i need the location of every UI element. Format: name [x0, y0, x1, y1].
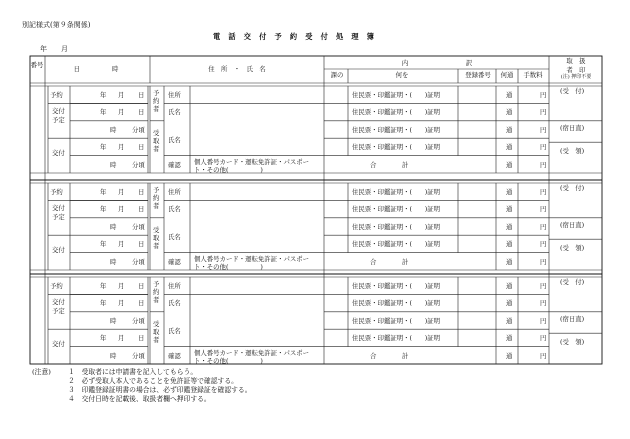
- id-docs-text: 個人番号カード・運転免許証・パスポート・その他( ): [194, 254, 310, 271]
- stamp-received: (受 領): [560, 147, 585, 156]
- scheduled-issue-label: 交付予定: [52, 107, 65, 125]
- name-label: 氏名: [168, 232, 181, 241]
- note-item: ４ 交付日時を記載後、取扱者欄へ押印する。: [68, 395, 211, 403]
- month-label: 月: [118, 282, 125, 290]
- yen-unit: 円: [540, 316, 547, 325]
- certificate-item: 住民票・印鑑証明・( )証明: [352, 205, 441, 214]
- receiver-label: 受取者: [153, 225, 160, 250]
- reservation-label: 予約: [50, 188, 63, 196]
- year-label: 年: [100, 299, 107, 308]
- day-label: 日: [138, 205, 145, 214]
- hour-label: 時: [110, 316, 117, 325]
- name-label: 氏名: [168, 299, 181, 308]
- month-label: 月: [118, 188, 125, 196]
- stamp-reception: (受 付): [560, 184, 585, 192]
- copies-unit: 通: [506, 108, 513, 117]
- day-label: 日: [138, 143, 145, 152]
- reservation-label: 予約: [50, 282, 63, 290]
- yen-unit: 円: [540, 351, 547, 360]
- year-month: 年 月: [40, 45, 68, 53]
- year-label: 年: [100, 240, 107, 249]
- yen-unit: 円: [540, 334, 547, 343]
- note-item: １ 受取者には申請書を記入してもらう。: [68, 368, 198, 376]
- stamp-received: (受 領): [560, 244, 585, 253]
- col-copies: 何通: [500, 71, 514, 79]
- month-label: 月: [118, 143, 125, 152]
- year-label: 年: [100, 91, 107, 99]
- yen-unit: 円: [540, 205, 547, 214]
- issue-label: 交付: [52, 340, 65, 349]
- certificate-item: 住民票・印鑑証明・( )証明: [352, 188, 441, 196]
- col-what: 何を: [395, 71, 409, 79]
- day-label: 日: [138, 240, 145, 249]
- copies-unit: 通: [506, 351, 513, 360]
- year-label: 年: [100, 108, 107, 117]
- day-label: 日: [138, 282, 145, 290]
- address-label: 住所: [168, 188, 181, 196]
- yen-unit: 円: [540, 282, 547, 290]
- certificate-item: 住民票・印鑑証明・( )証明: [352, 91, 441, 99]
- copies-unit: 通: [506, 282, 513, 290]
- minute-label: 分頃: [132, 222, 145, 231]
- certificate-item: 住民票・印鑑証明・( )証明: [352, 316, 441, 325]
- copies-unit: 通: [506, 125, 513, 134]
- col-handler-1: 取 扱: [566, 57, 586, 65]
- reserver-label: 予約者: [153, 280, 160, 304]
- day-label: 日: [138, 188, 145, 196]
- stamp-night-duty: (宿日直): [560, 314, 585, 323]
- receiver-label: 受取者: [153, 128, 160, 153]
- stamp-night-duty: (宿日直): [560, 123, 585, 132]
- copies-unit: 通: [506, 188, 513, 196]
- reserver-label: 予約者: [153, 186, 160, 210]
- year-label: 年: [100, 188, 107, 196]
- day-label: 日: [138, 91, 145, 99]
- col-breakdown: 内 訳: [401, 59, 473, 67]
- certificate-item: 住民票・印鑑証明・( )証明: [352, 240, 441, 249]
- month-label: 月: [118, 299, 125, 308]
- day-label: 日: [138, 334, 145, 343]
- copies-unit: 通: [506, 222, 513, 231]
- id-docs-text: 個人番号カード・運転免許証・パスポート・その他( ): [194, 348, 310, 365]
- copies-unit: 通: [506, 205, 513, 214]
- reserver-label: 予約者: [153, 89, 160, 113]
- copies-unit: 通: [506, 240, 513, 249]
- total-label: 合 計: [370, 160, 409, 169]
- hour-label: 時: [110, 257, 117, 266]
- certificate-item: 住民票・印鑑証明・( )証明: [352, 334, 441, 343]
- confirm-label: 確認: [168, 160, 181, 169]
- yen-unit: 円: [540, 188, 547, 196]
- yen-unit: 円: [540, 222, 547, 231]
- col-number: 番号: [30, 61, 44, 69]
- copies-unit: 通: [506, 316, 513, 325]
- certificate-item: 住民票・印鑑証明・( )証明: [352, 125, 441, 134]
- receiver-label: 受取者: [153, 319, 160, 344]
- hour-label: 時: [110, 125, 117, 134]
- yen-unit: 円: [540, 240, 547, 249]
- scheduled-issue-label: 交付予定: [52, 204, 65, 222]
- month-label: 月: [118, 205, 125, 214]
- col-handler-note: (注) 押印不要: [560, 74, 592, 80]
- confirm-label: 確認: [168, 257, 181, 266]
- yen-unit: 円: [540, 91, 547, 99]
- copies-unit: 通: [506, 143, 513, 152]
- yen-unit: 円: [540, 257, 547, 266]
- name-label: 氏名: [168, 326, 181, 335]
- year-label: 年: [100, 334, 107, 343]
- stamp-night-duty: (宿日直): [560, 220, 585, 229]
- note-item: ３ 印鑑登録証明書の場合は、必ず印鑑登録証を確認する。: [68, 386, 252, 394]
- month-label: 月: [118, 91, 125, 99]
- note-item: ２ 必ず受取人本人であることを免許証等で確認する。: [68, 377, 238, 385]
- hour-label: 時: [110, 160, 117, 169]
- copies-unit: 通: [506, 299, 513, 308]
- certificate-item: 住民票・印鑑証明・( )証明: [352, 282, 441, 290]
- col-handler-2: 者 印: [566, 66, 586, 74]
- stamp-reception: (受 付): [560, 87, 585, 95]
- form-title: 電 話 交 付 予 約 受 付 処 理 簿: [213, 32, 375, 41]
- copies-unit: 通: [506, 91, 513, 99]
- col-reg-no: 登録番号: [465, 71, 491, 79]
- minute-label: 分頃: [132, 316, 145, 325]
- scheduled-issue-label: 交付予定: [52, 298, 65, 316]
- form-label: 別記様式(第９条関係): [22, 21, 91, 29]
- stamp-received: (受 領): [560, 338, 585, 347]
- hour-label: 時: [110, 351, 117, 360]
- reservation-label: 予約: [50, 91, 63, 99]
- issue-label: 交付: [52, 149, 65, 158]
- yen-unit: 円: [540, 160, 547, 169]
- certificate-item: 住民票・印鑑証明・( )証明: [352, 108, 441, 117]
- month-label: 月: [118, 334, 125, 343]
- hour-label: 時: [110, 222, 117, 231]
- col-datetime: 日 時: [73, 65, 119, 73]
- name-label: 氏名: [168, 205, 181, 214]
- minute-label: 分頃: [132, 160, 145, 169]
- year-label: 年: [100, 205, 107, 214]
- day-label: 日: [138, 108, 145, 117]
- total-label: 合 計: [370, 351, 409, 360]
- year-label: 年: [100, 143, 107, 152]
- month-label: 月: [118, 240, 125, 249]
- copies-unit: 通: [506, 334, 513, 343]
- copies-unit: 通: [506, 160, 513, 169]
- year-label: 年: [100, 282, 107, 290]
- yen-unit: 円: [540, 108, 547, 117]
- col-fee: 手数料: [523, 71, 543, 79]
- certificate-item: 住民票・印鑑証明・( )証明: [352, 222, 441, 231]
- day-label: 日: [138, 299, 145, 308]
- address-label: 住所: [168, 282, 181, 290]
- confirm-label: 確認: [168, 351, 181, 360]
- name-label: 氏名: [168, 135, 181, 144]
- minute-label: 分頃: [132, 351, 145, 360]
- certificate-item: 住民票・印鑑証明・( )証明: [352, 299, 441, 308]
- id-docs-text: 個人番号カード・運転免許証・パスポート・その他( ): [194, 157, 310, 174]
- yen-unit: 円: [540, 299, 547, 308]
- name-label: 氏名: [168, 108, 181, 117]
- yen-unit: 円: [540, 143, 547, 152]
- yen-unit: 円: [540, 125, 547, 134]
- certificate-item: 住民票・印鑑証明・( )証明: [352, 143, 441, 152]
- col-address-name: 住 所 ・ 氏 名: [208, 65, 266, 73]
- minute-label: 分頃: [132, 257, 145, 266]
- notes-label: (注意): [32, 368, 51, 376]
- minute-label: 分頃: [132, 125, 145, 134]
- copies-unit: 通: [506, 257, 513, 266]
- month-label: 月: [118, 108, 125, 117]
- issue-label: 交付: [52, 246, 65, 255]
- address-label: 住所: [168, 91, 181, 99]
- stamp-reception: (受 付): [560, 278, 585, 286]
- col-division: 課の: [330, 71, 344, 79]
- total-label: 合 計: [370, 257, 409, 266]
